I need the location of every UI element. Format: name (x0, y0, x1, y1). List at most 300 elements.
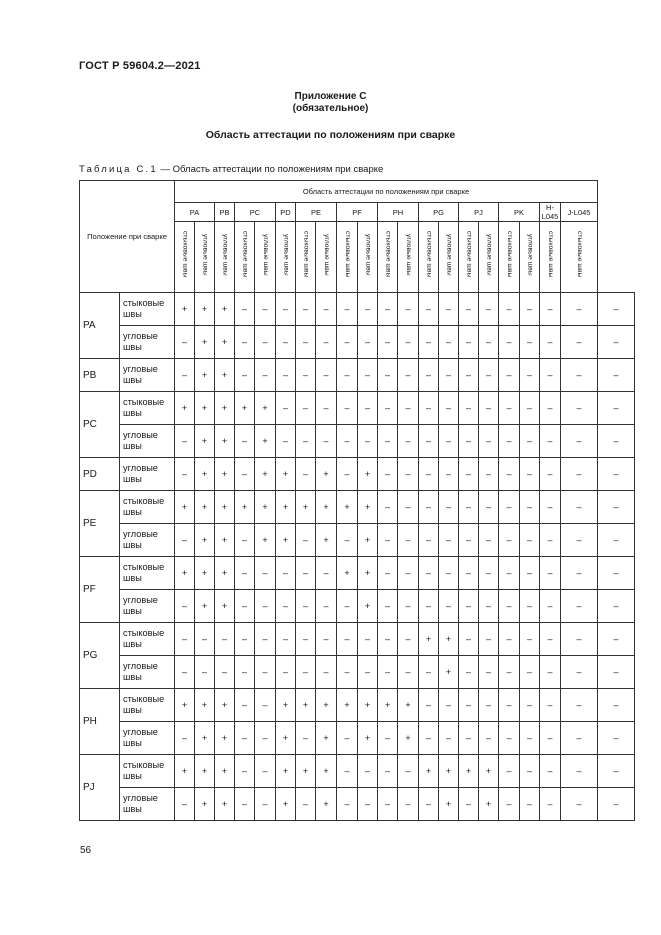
table-cell: – (479, 326, 499, 359)
table-cell: – (561, 359, 598, 392)
seam-type-header-label: угловые швы (445, 233, 453, 276)
row-position-label: PF (80, 557, 120, 623)
table-cell: – (296, 557, 316, 590)
table-cell: – (276, 623, 296, 656)
table-cell: + (195, 722, 215, 755)
table-cell: – (419, 293, 439, 326)
table-cell: – (316, 557, 337, 590)
table-cell: – (561, 425, 598, 458)
seam-type-header-label: угловые швы (364, 233, 372, 276)
row-position-label: PA (80, 293, 120, 359)
table-cell: – (561, 689, 598, 722)
table-cell: – (215, 623, 235, 656)
table-cell: + (215, 590, 235, 623)
table-cell: – (540, 524, 561, 557)
table-cell: – (175, 326, 195, 359)
table-cell: – (520, 623, 540, 656)
seam-type-header-label: угловые швы (282, 233, 290, 276)
seam-type-header (316, 222, 337, 293)
table-cell: – (499, 425, 520, 458)
seam-type-header-label: стыковые швы (241, 231, 249, 278)
table-cell: – (255, 326, 276, 359)
table-cell: – (316, 656, 337, 689)
table-cell: – (378, 755, 398, 788)
row-position-label: PB (80, 359, 120, 392)
table-cell: – (459, 590, 479, 623)
group-header: PJ (459, 203, 499, 222)
table-cell: + (358, 722, 378, 755)
seam-type-header-label: стыковые швы (302, 231, 310, 278)
table-cell: – (419, 524, 439, 557)
seam-type-header (561, 222, 598, 293)
table-cell: – (235, 524, 255, 557)
table-cell: – (540, 359, 561, 392)
table-cell: + (276, 689, 296, 722)
table-cell: + (215, 689, 235, 722)
group-header: PK (499, 203, 540, 222)
table-row (80, 557, 635, 590)
table-cell: – (479, 689, 499, 722)
table-cell: – (255, 656, 276, 689)
table-cell: – (479, 623, 499, 656)
table-cell: – (235, 326, 255, 359)
table-cell: – (561, 326, 598, 359)
table-cell: – (358, 326, 378, 359)
table-cell: – (255, 689, 276, 722)
table-cell: – (540, 788, 561, 821)
table-cell: + (398, 689, 419, 722)
table-cell: + (316, 722, 337, 755)
group-header: PE (296, 203, 337, 222)
table-cell: – (296, 359, 316, 392)
table-caption-label: Таблица С.1 (79, 164, 158, 175)
seam-type-header (540, 222, 561, 293)
table-cell: – (520, 722, 540, 755)
table-cell: – (598, 326, 635, 359)
annex-title: Приложение С (294, 91, 367, 102)
group-header: PA (175, 203, 215, 222)
table-cell: – (419, 557, 439, 590)
row-seam-type-label: стыковые швы (120, 689, 175, 722)
seam-type-header (276, 222, 296, 293)
seam-type-header-label: стыковые швы (465, 231, 473, 278)
table-cell: – (235, 359, 255, 392)
table-cell: – (296, 623, 316, 656)
table-cell: + (195, 755, 215, 788)
table-cell: + (479, 788, 499, 821)
table-cell: – (598, 458, 635, 491)
table-cell: – (378, 425, 398, 458)
table-cell: – (276, 293, 296, 326)
table-cell: – (499, 359, 520, 392)
table-cell: – (540, 392, 561, 425)
table-cell: – (520, 557, 540, 590)
table-cell: – (598, 656, 635, 689)
table-cell: – (378, 623, 398, 656)
table-cell: – (419, 458, 439, 491)
table-cell: – (419, 425, 439, 458)
table-cell: – (540, 590, 561, 623)
table-cell: – (439, 722, 459, 755)
table-cell: – (235, 590, 255, 623)
table-cell: – (459, 788, 479, 821)
table-cell: – (540, 458, 561, 491)
table-cell: + (459, 755, 479, 788)
table-cell: – (398, 293, 419, 326)
table-cell: – (337, 458, 358, 491)
table-cell: – (358, 359, 378, 392)
table-cell: + (439, 755, 459, 788)
table-cell: + (215, 326, 235, 359)
group-header: PG (419, 203, 459, 222)
table-cell: – (316, 359, 337, 392)
table-cell: + (195, 425, 215, 458)
table-cell: + (358, 491, 378, 524)
row-position-label: PJ (80, 755, 120, 821)
table-cell: – (520, 293, 540, 326)
table-cell: + (215, 557, 235, 590)
table-row (80, 326, 635, 359)
table-cell: + (195, 689, 215, 722)
table-cell: – (296, 524, 316, 557)
table-cell: + (195, 524, 215, 557)
table-cell: – (561, 755, 598, 788)
table-cell: – (296, 326, 316, 359)
table-cell: – (276, 326, 296, 359)
table-row (80, 293, 635, 326)
table-cell: – (540, 656, 561, 689)
seam-type-header (195, 222, 215, 293)
table-cell: – (195, 623, 215, 656)
table-cell: + (195, 293, 215, 326)
table-cell: – (479, 491, 499, 524)
table-cell: – (499, 722, 520, 755)
table-cell: – (598, 689, 635, 722)
table-cell: – (175, 722, 195, 755)
table-cell: – (378, 326, 398, 359)
table-cell: – (459, 722, 479, 755)
table-cell: – (561, 722, 598, 755)
table-cell: – (419, 359, 439, 392)
table-cell: – (598, 425, 635, 458)
table-cell: – (479, 524, 499, 557)
table-row (80, 623, 635, 656)
table-row (80, 788, 635, 821)
seam-type-header (459, 222, 479, 293)
table-cell: + (175, 689, 195, 722)
table-cell: – (540, 326, 561, 359)
table-cell: – (358, 656, 378, 689)
table-cell: – (316, 590, 337, 623)
seam-type-header-label: стыковые швы (547, 231, 554, 278)
row-seam-type-label: угловые швы (120, 590, 175, 623)
table-row (80, 491, 635, 524)
seam-type-header-label: стыковые швы (384, 231, 392, 278)
table-cell: – (296, 656, 316, 689)
table-cell: – (398, 359, 419, 392)
table-cell: – (561, 293, 598, 326)
table-cell: – (378, 491, 398, 524)
row-seam-type-label: угловые швы (120, 656, 175, 689)
table-caption (79, 164, 383, 175)
table-cell: – (561, 392, 598, 425)
table-cell: – (540, 755, 561, 788)
table-cell: + (215, 458, 235, 491)
table-cell: + (195, 359, 215, 392)
table-cell: – (479, 359, 499, 392)
table-cell: – (439, 458, 459, 491)
table-cell: – (419, 491, 439, 524)
table-cell: – (358, 392, 378, 425)
seam-type-header (215, 222, 235, 293)
table-cell: – (419, 392, 439, 425)
table-cell: – (419, 788, 439, 821)
table-cell: – (398, 491, 419, 524)
table-cell: – (561, 590, 598, 623)
table-cell: – (296, 788, 316, 821)
seam-type-header (398, 222, 419, 293)
row-seam-type-label: угловые швы (120, 788, 175, 821)
table-cell: + (276, 722, 296, 755)
table-cell: + (316, 689, 337, 722)
table-cell: + (316, 788, 337, 821)
table-row (80, 755, 635, 788)
table-cell: – (296, 293, 316, 326)
table-cell: – (520, 689, 540, 722)
table-cell: – (316, 425, 337, 458)
seam-type-header (255, 222, 276, 293)
seam-type-header (296, 222, 316, 293)
table-cell: – (296, 425, 316, 458)
table-cell: + (255, 524, 276, 557)
seam-type-header (175, 222, 195, 293)
table-cell: – (296, 722, 316, 755)
seam-type-header (520, 222, 540, 293)
table-row (80, 425, 635, 458)
table-cell: – (520, 656, 540, 689)
table-cell: – (459, 293, 479, 326)
table-row (80, 524, 635, 557)
table-cell: + (358, 458, 378, 491)
table-cell: – (276, 392, 296, 425)
table-cell: + (215, 491, 235, 524)
table-cell: + (195, 491, 215, 524)
group-header: PH (378, 203, 419, 222)
table-cell: – (337, 524, 358, 557)
table-cell: – (598, 590, 635, 623)
table-cell: – (499, 458, 520, 491)
table-cell: + (276, 524, 296, 557)
top-header-attestation-area: Область аттестации по положениям при сварке (175, 181, 598, 203)
row-seam-type-label: угловые швы (120, 458, 175, 491)
group-header: PF (337, 203, 378, 222)
table-cell: + (175, 557, 195, 590)
row-seam-type-label: угловые швы (120, 326, 175, 359)
table-cell: + (337, 689, 358, 722)
table-cell: – (540, 293, 561, 326)
table-cell: – (378, 293, 398, 326)
table-cell: + (235, 392, 255, 425)
table-cell: – (235, 656, 255, 689)
table-cell: – (255, 755, 276, 788)
table-cell: + (195, 557, 215, 590)
table-cell: – (499, 623, 520, 656)
table-cell: – (175, 590, 195, 623)
table-cell: – (598, 722, 635, 755)
seam-type-header (479, 222, 499, 293)
corner-header-welding-position: Положение при сварке (80, 181, 175, 293)
table-cell: – (337, 425, 358, 458)
table-cell: – (459, 656, 479, 689)
table-cell: – (378, 557, 398, 590)
table-cell: + (419, 623, 439, 656)
table-cell: – (255, 359, 276, 392)
table-cell: – (479, 722, 499, 755)
table-cell: – (499, 788, 520, 821)
page-number: 56 (80, 845, 92, 856)
table-cell: – (296, 590, 316, 623)
table-cell: – (378, 788, 398, 821)
table-cell: – (378, 722, 398, 755)
table-cell: + (358, 590, 378, 623)
table-cell: – (598, 557, 635, 590)
table-cell: – (398, 557, 419, 590)
table-cell: – (175, 656, 195, 689)
attestation-table (79, 180, 635, 821)
table-cell: – (479, 656, 499, 689)
table-cell: – (235, 425, 255, 458)
table-cell: – (439, 590, 459, 623)
table-cell: – (479, 557, 499, 590)
table-cell: – (520, 524, 540, 557)
row-seam-type-label: стыковые швы (120, 392, 175, 425)
group-header: PD (276, 203, 296, 222)
table-cell: – (276, 590, 296, 623)
table-cell: – (296, 392, 316, 425)
row-seam-type-label: стыковые швы (120, 293, 175, 326)
table-cell: – (358, 755, 378, 788)
table-cell: – (378, 656, 398, 689)
table-cell: + (337, 557, 358, 590)
table-cell: + (276, 755, 296, 788)
table-cell: – (540, 722, 561, 755)
table-cell: – (439, 392, 459, 425)
table-cell: + (215, 524, 235, 557)
table-cell: – (175, 524, 195, 557)
table-cell: + (195, 326, 215, 359)
table-cell: – (561, 623, 598, 656)
table-cell: – (378, 590, 398, 623)
seam-type-header (235, 222, 255, 293)
table-cell: – (520, 359, 540, 392)
table-cell: – (255, 722, 276, 755)
table-cell: – (520, 458, 540, 491)
table-cell: – (378, 359, 398, 392)
table-cell: – (499, 590, 520, 623)
table-cell: – (398, 623, 419, 656)
table-cell: – (598, 788, 635, 821)
table-cell: – (499, 755, 520, 788)
table-cell: – (316, 293, 337, 326)
table-cell: – (378, 458, 398, 491)
row-position-label: PG (80, 623, 120, 689)
table-cell: – (561, 788, 598, 821)
group-header: H-L045 (540, 203, 561, 222)
table-cell: – (378, 524, 398, 557)
seam-type-header (358, 222, 378, 293)
table-cell: – (598, 755, 635, 788)
table-cell: – (499, 326, 520, 359)
table-cell: + (276, 458, 296, 491)
table-cell: + (337, 491, 358, 524)
table-cell: – (175, 458, 195, 491)
table-row (80, 359, 635, 392)
table-cell: – (439, 557, 459, 590)
seam-type-header-label: стыковые швы (344, 231, 351, 278)
row-seam-type-label: стыковые швы (120, 623, 175, 656)
table-cell: + (215, 359, 235, 392)
table-cell: – (175, 359, 195, 392)
table-cell: – (337, 788, 358, 821)
table-cell: – (337, 656, 358, 689)
table-cell: – (398, 524, 419, 557)
table-cell: – (215, 656, 235, 689)
annex-status: (обязательное) (292, 103, 369, 114)
table-cell: – (598, 359, 635, 392)
table-cell: – (459, 491, 479, 524)
table-row (80, 722, 635, 755)
table-cell: + (296, 755, 316, 788)
table-cell: – (499, 689, 520, 722)
table-cell: – (598, 524, 635, 557)
table-cell: – (398, 656, 419, 689)
table-cell: – (419, 722, 439, 755)
table-cell: – (459, 458, 479, 491)
table-cell: + (215, 293, 235, 326)
seam-type-header-label: стыковые швы (181, 231, 189, 278)
table-cell: – (337, 359, 358, 392)
row-seam-type-label: угловые швы (120, 524, 175, 557)
table-cell: + (175, 392, 195, 425)
table-cell: + (255, 425, 276, 458)
table-cell: – (316, 392, 337, 425)
table-row (80, 392, 635, 425)
table-cell: – (398, 788, 419, 821)
table-cell: + (175, 755, 195, 788)
table-cell: + (479, 755, 499, 788)
table-cell: + (235, 491, 255, 524)
seam-type-header-label: угловые швы (405, 233, 412, 276)
table-cell: – (195, 656, 215, 689)
table-cell: – (296, 458, 316, 491)
table-cell: + (215, 755, 235, 788)
table-cell: – (235, 755, 255, 788)
table-cell: + (195, 590, 215, 623)
table-cell: – (398, 755, 419, 788)
table-cell: – (561, 656, 598, 689)
seam-type-header (499, 222, 520, 293)
table-cell: – (439, 326, 459, 359)
table-cell: – (235, 788, 255, 821)
table-cell: + (255, 458, 276, 491)
table-caption-text: — Область аттестации по положениям при сварке (157, 164, 384, 175)
table-cell: – (358, 425, 378, 458)
table-cell: – (561, 491, 598, 524)
table-cell: + (276, 788, 296, 821)
table-cell: – (598, 392, 635, 425)
table-cell: – (520, 590, 540, 623)
table-cell: – (459, 326, 479, 359)
